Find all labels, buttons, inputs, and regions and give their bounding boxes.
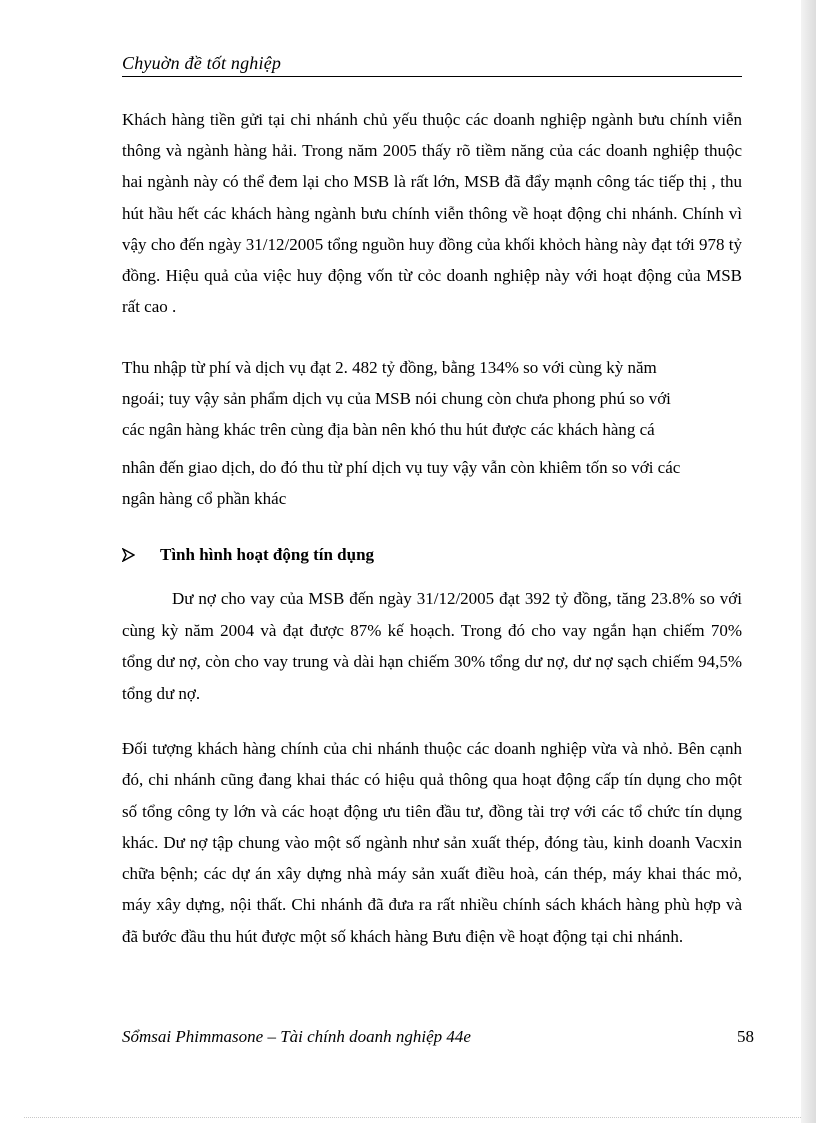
paragraph-line: các ngân hàng khác trên cùng địa bàn nên khó thu hút được các khách hàng cá	[122, 420, 655, 440]
section-heading-credit	[122, 541, 742, 569]
paragraph-deposit-customers: Khách hàng tiền gửi tại chi nhánh chủ yếu thuộc các doanh nghiệp ngành bưu chính viễn thông và ngành hàng hải. Trong năm 2005 thấy rõ tiềm năng của các doanh nghiệp thuộc hai ngành này có thể đem lại cho MSB là rất lớn, MSB đã đẩy mạnh công tác tiếp thị , thu hút hầu hết các khách hàng ngành bưu chính viễn thông về hoạt động chi nhánh. Chính vì vậy cho đến ngày 31/12/2005 tổng nguồn huy đồng của khối khỏch hàng này đạt tới 978 tỷ đồng. Hiệu quả của việc huy động vốn từ cỏc doanh nghiệp này với hoạt động của MSB rất cao .	[122, 110, 742, 317]
section-heading-text: Tình hình hoạt động tín dụng	[160, 545, 375, 564]
paragraph-line: ngân hàng cổ phần khác	[122, 488, 287, 508]
page-bottom-edge	[24, 1117, 801, 1118]
page-number: 58	[737, 1027, 754, 1046]
running-header-title: Chyuờn đề tốt nghiệp	[122, 53, 282, 73]
paragraph-loan-balance: Dư nợ cho vay của MSB đến ngày 31/12/2005 đạt 392 tỷ đồng, tăng 23.8% so với cùng kỳ năm 2004 và đạt được 87% kế hoạch. Trong đó cho vay ngắn hạn chiếm 70% tổng dư nợ, còn cho vay trung và dài hạn chiếm 30% tổng dư nợ, dư nợ sạch chiếm 94,5% tổng dư nợ.	[122, 589, 742, 703]
paragraph-line: Thu nhập từ phí và dịch vụ đạt 2. 482 tỷ đồng, bằng 134% so với cùng kỳ năm	[122, 358, 657, 377]
paragraph-line: ngoái; tuy vậy sản phẩm dịch vụ của MSB nói chung còn chưa phong phú so với	[122, 389, 671, 409]
paragraph-target-customers: Đối tượng khách hàng chính của chi nhánh thuộc các doanh nghiệp vừa và nhỏ. Bên cạnh đó, chi nhánh cũng đang khai thác có hiệu quả thông qua hoạt động cấp tín dụng cho một số tổng công ty lớn và các hoạt động ưu tiên đầu tư, đồng tài trợ với các tổ chức tín dụng khác. Dư nợ tập chung vào một số ngành như sản xuất thép, đóng tàu, kinh doanh Vacxin chữa bệnh; các dự án xây dựng nhà máy sản xuất điều hoà, cán thép, máy khai thác mỏ, máy xây dựng, nội thất. Chi nhánh đã đưa ra rất nhiều chính sách khách hàng phù hợp và đã bước đầu thu hút được một số khách hàng Bưu điện về hoạt động tại chi nhánh.	[122, 739, 742, 946]
paragraph-line: nhân đến giao dịch, do đó thu từ phí dịch vụ tuy vậy vẫn còn khiêm tốn so với các	[122, 457, 681, 477]
footer-author: Sổmsai Phimmasone – Tài chính doanh nghiệp 44e	[122, 1027, 471, 1046]
arrow-bullet-icon	[122, 548, 135, 562]
header-rule	[122, 76, 742, 77]
paragraph-fee-income	[122, 352, 742, 514]
page-shadow	[801, 0, 816, 1123]
